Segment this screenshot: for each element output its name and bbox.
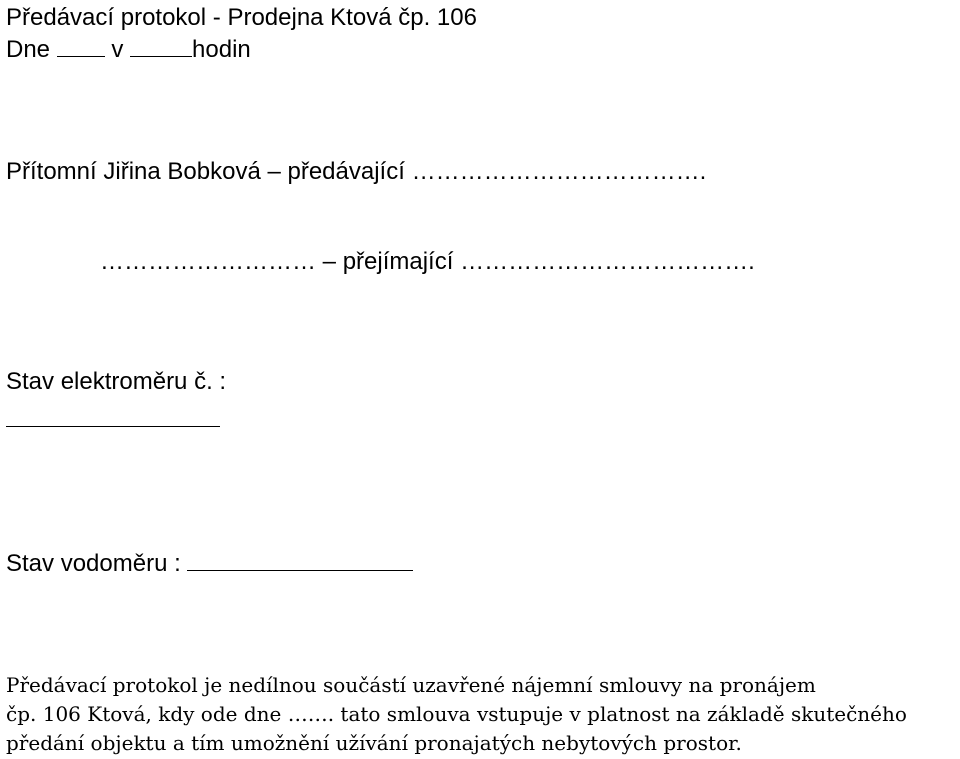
document-title: Předávací protokol - Prodejna Ktová čp. 106 bbox=[6, 4, 477, 31]
time-blank bbox=[130, 55, 192, 57]
electricity-meter-blank bbox=[6, 426, 220, 427]
giver-role: – předávající bbox=[267, 158, 405, 185]
attendees-receiver-line bbox=[100, 248, 755, 276]
receiver-name-dots: ……………………… bbox=[100, 248, 316, 275]
date-label: Dne bbox=[6, 36, 51, 63]
electricity-meter-label: Stav elektroměru č. : bbox=[6, 368, 227, 395]
giver-signature-dots: ………………………………. bbox=[411, 158, 707, 185]
hours-label: hodin bbox=[192, 36, 251, 63]
water-meter-blank bbox=[187, 569, 413, 571]
receiver-signature-dots: ………………………………. bbox=[460, 248, 755, 275]
attendees-label: Přítomní bbox=[6, 158, 97, 185]
date-line bbox=[6, 36, 251, 64]
water-meter-label: Stav vodoměru : bbox=[6, 550, 181, 577]
attendees-giver-line bbox=[6, 158, 706, 186]
water-meter-line bbox=[6, 550, 413, 578]
giver-name: Jiřina Bobková bbox=[103, 158, 261, 185]
closing-paragraph-line-2: čp. 106 Ktová, kdy ode dne ……. tato smlouva vstupuje v platnost na základě skutečného bbox=[6, 702, 907, 726]
time-label: v bbox=[111, 36, 124, 63]
closing-paragraph-line-3: předání objektu a tím umožnění užívání pronajatých nebytových prostor. bbox=[6, 731, 742, 755]
date-blank bbox=[57, 55, 105, 57]
closing-paragraph-line-1: Předávací protokol je nedílnou součástí uzavřené nájemní smlouvy na pronájem bbox=[6, 673, 816, 697]
receiver-role: – přejímající bbox=[322, 248, 454, 275]
